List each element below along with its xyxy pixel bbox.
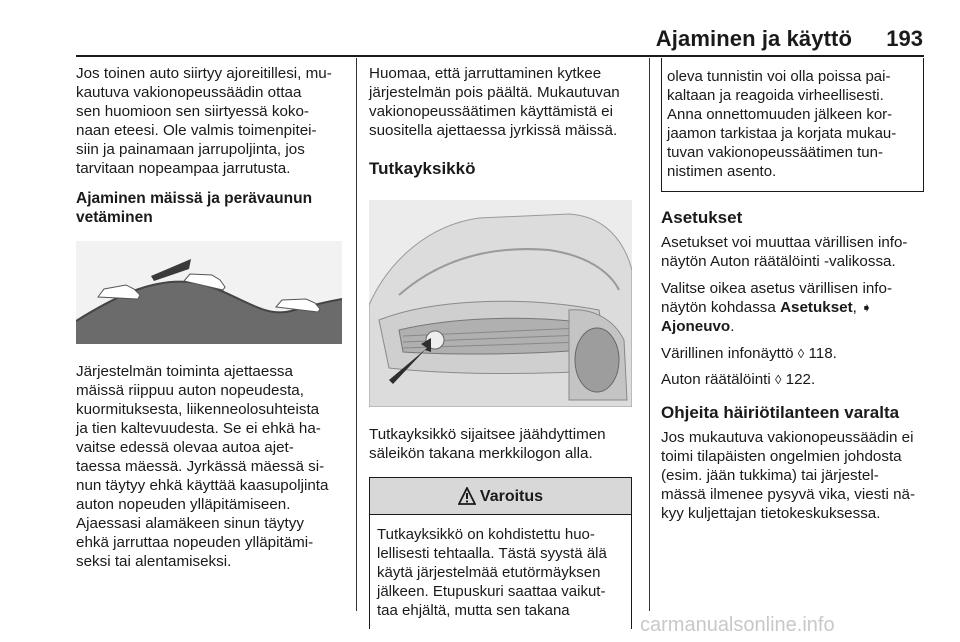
page-header bbox=[0, 0, 960, 56]
chapter-title: Ajaminen ja käyttö bbox=[655, 26, 852, 51]
menu-settings-label: Asetukset bbox=[780, 299, 853, 316]
warning-triangle-icon bbox=[458, 487, 476, 505]
paragraph-radar-location: Tutkayksikkö sijaitsee jäähdyttimen säleikön takana merkkilogon alla. bbox=[369, 426, 606, 462]
heading-settings: Asetukset bbox=[661, 208, 743, 227]
heading-hills-towing: Ajaminen mäissä ja perävaunun vetäminen bbox=[76, 190, 313, 226]
paragraph-braking: Huomaa, että jarruttaminen kytkee järjestelmän pois päältä. Mukautuvan vakionopeussäätimen käyttämistä ei suositella ajettaessa jyrkissä mäissä. bbox=[369, 65, 620, 139]
column-1 bbox=[76, 64, 346, 571]
column-divider-2 bbox=[649, 58, 650, 611]
arrow-right-icon: ➧ bbox=[861, 300, 873, 315]
heading-radar-unit: Tutkayksikkö bbox=[369, 159, 476, 178]
paragraph-hills: Järjestelmän toiminta ajettaessa mäissä riippuu auton nopeudesta, kuormituksesta, liikenneolosuhteista ja tien kaltevuudesta. Se ei ehkä ha- vaitse edessä olevaa autoa ajet- taessa mäessä. Jyrkässä mäessä si- nun täytyy ehkä käyttää kaasupoljinta auton nopeuden ylläpitämiseen. Ajaessasi alamäkeen sinun täytyy ehkä jarruttaa nopeuden ylläpitämi- seksi tai alentamiseksi. bbox=[76, 363, 329, 570]
page-number: 193 bbox=[886, 26, 923, 51]
heading-fault-instructions: Ohjeita häiriötilanteen varalta bbox=[661, 403, 900, 422]
warning-box-continued: oleva tunnistin voi olla poissa pai- kaltaan ja reagoida virheellisesti. Anna onnettomuuden jälkeen kor- jaamon tarkistaa ja korjata mukau- tuvan vakionopeussäätimen tun- nistimen asento. bbox=[661, 58, 924, 192]
warning-header bbox=[370, 478, 631, 515]
paragraph-settings: Asetukset voi muuttaa värillisen info- näytön Auton räätälöinti -valikossa. bbox=[661, 234, 908, 270]
warning-body: Tutkayksikkö on kohdistettu huo- lellisesti tehtaalla. Tästä syystä älä käytä järjestelmää etutörmäyksen jälkeen. Etupuskuri saattaa vaikut- taa ehjältä, mutta sen takana bbox=[377, 526, 607, 619]
paragraph-select-setting: Valitse oikea asetus värillisen info- näytön kohdassa Asetukset, ➧ Ajoneuvo. bbox=[661, 280, 893, 335]
column-divider-1 bbox=[356, 58, 357, 611]
page-reference-icon: ◊ bbox=[797, 346, 805, 361]
hill-driving-illustration bbox=[76, 241, 342, 344]
reference-color-display: Värillinen infonäyttö ◊ 118. bbox=[661, 345, 837, 362]
column-2 bbox=[369, 64, 635, 629]
paragraph-faults: Jos mukautuva vakionopeussäädin ei toimi tilapäisten ongelmien johdosta (esim. jään tukkima) tai järjestel- mässä ilmenee pysyvä vika, viesti nä- kyy kuljettajan tietokeskuksessa. bbox=[661, 429, 916, 522]
paragraph-cut-in: Jos toinen auto siirtyy ajoreitillesi, mu- kautuva vakionopeussäädin ottaa sen huomioon sen siirtyessä koko- naan eteesi. Ole valmis toimenpitei- siin ja painamaan jarrupoljinta, jos tarvitaan nopeampaa jarrutusta. bbox=[76, 65, 332, 177]
column-3 bbox=[661, 58, 925, 523]
header-rule bbox=[76, 55, 924, 57]
reference-personalization: Auton räätälöinti ◊ 122. bbox=[661, 371, 816, 388]
warning-box bbox=[369, 477, 632, 629]
menu-vehicle-label: Ajoneuvo bbox=[661, 318, 731, 335]
page-reference-icon: ◊ bbox=[774, 372, 782, 387]
radar-unit-illustration bbox=[369, 200, 632, 407]
watermark: carmanualsonline.info bbox=[640, 614, 835, 636]
warning-title: Varoitus bbox=[479, 487, 544, 505]
